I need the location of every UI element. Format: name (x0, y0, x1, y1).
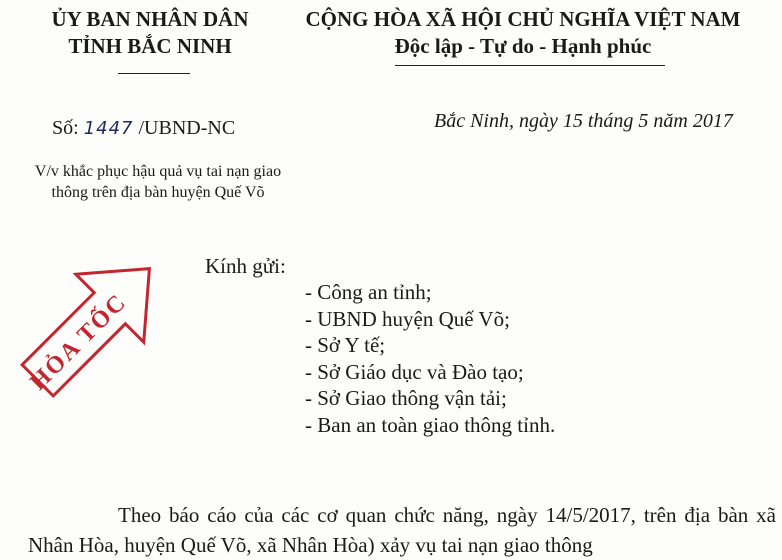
date-location: Bắc Ninh, ngày 15 tháng 5 năm 2017 (434, 110, 733, 132)
document-number (52, 117, 235, 140)
national-motto (288, 6, 758, 60)
subject-line1: V/v khắc phục hậu quả vụ tai nạn giao (34, 163, 282, 180)
subject-line2: thông trên địa bàn huyện Quế Võ (51, 184, 265, 201)
recipient-item: - UBND huyện Quế Võ; (305, 306, 510, 331)
country-name: CỘNG HÒA XÃ HỘI CHỦ NGHĨA VIỆT NAM (305, 7, 741, 31)
issuing-agency (30, 6, 270, 60)
doc-number-suffix: /UBND-NC (138, 117, 236, 139)
issuing-agency-line1: ỦY BAN NHÂN DÂN (51, 7, 249, 31)
body-paragraph: Theo báo cáo của các cơ quan chức năng, ngày 14/5/2017, trên địa bàn xã Nhân Hòa, huyện Quế Võ, xã Nhân Hòa) xảy vụ tai nạn giao thông (28, 503, 776, 557)
motto-underline (395, 65, 665, 66)
doc-number-prefix: Số: (52, 117, 79, 139)
doc-number-handwritten: 1447 (83, 118, 134, 139)
stamp-label: HỎA TỐC (25, 288, 133, 396)
recipient-item: - Sở Giáo dục và Đào tạo; (305, 359, 524, 384)
recipient-item: - Sở Giao thông vận tải; (305, 386, 507, 410)
urgent-stamp (2, 220, 178, 420)
recipient-list (305, 279, 555, 438)
agency-underline (118, 73, 190, 74)
recipient-item: - Sở Y tế; (305, 333, 386, 357)
recipient-item: - Công an tỉnh; (305, 280, 432, 304)
recipient-item: - Ban an toàn giao thông tỉnh. (305, 412, 556, 437)
issuing-agency-line2: TỈNH BẮC NINH (68, 34, 232, 58)
salutation: Kính gửi: (205, 254, 286, 278)
motto: Độc lập - Tự do - Hạnh phúc (394, 34, 652, 58)
subject (8, 161, 308, 203)
